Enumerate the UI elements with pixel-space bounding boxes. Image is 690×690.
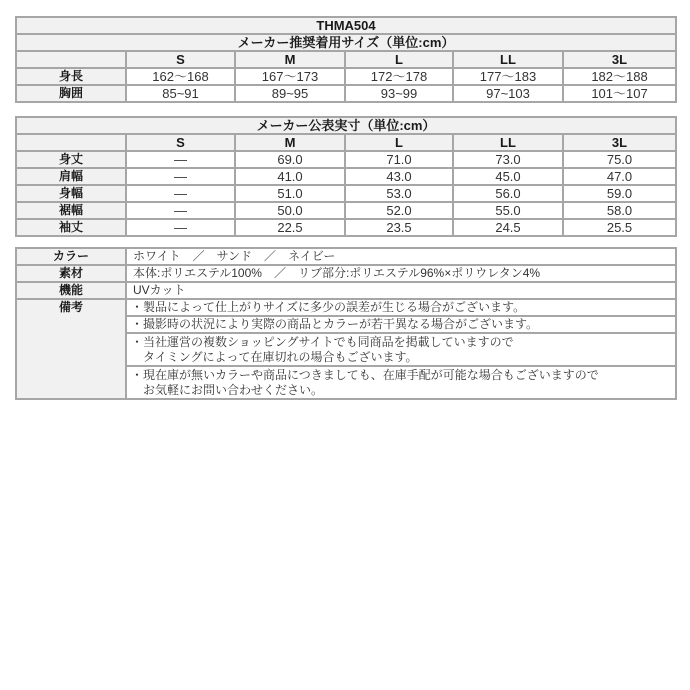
size-header: L <box>345 51 453 68</box>
table-cell: 52.0 <box>345 202 453 219</box>
function-value: UVカット <box>126 282 676 299</box>
row-label: 裾幅 <box>16 202 126 219</box>
table-cell: 47.0 <box>563 168 676 185</box>
table-cell: 56.0 <box>453 185 563 202</box>
note-item <box>126 366 676 399</box>
size-header-row <box>16 51 676 68</box>
product-code: THMA504 <box>16 17 676 34</box>
size-header: S <box>126 51 235 68</box>
table-row <box>16 168 676 185</box>
table-cell: 73.0 <box>453 151 563 168</box>
table-cell: — <box>126 202 235 219</box>
table-cell: 23.5 <box>345 219 453 236</box>
size-header-row <box>16 134 676 151</box>
row-label: カラー <box>16 248 126 265</box>
row-label: 素材 <box>16 265 126 282</box>
note-line: ・撮影時の状況により実際の商品とカラーが若干異なる場合がございます。 <box>131 317 539 331</box>
row-label: 袖丈 <box>16 219 126 236</box>
table-cell: 93~99 <box>345 85 453 102</box>
info-row-note <box>16 299 676 316</box>
note-item <box>126 299 676 316</box>
table-cell: 43.0 <box>345 168 453 185</box>
table-cell: 25.5 <box>563 219 676 236</box>
info-row-color <box>16 248 676 265</box>
info-row-material <box>16 265 676 282</box>
note-line: ・現在庫が無いカラーや商品につきましても、在庫手配が可能な場合もございますので <box>131 367 599 382</box>
table-cell: 59.0 <box>563 185 676 202</box>
size-header: LL <box>453 51 563 68</box>
table-row <box>16 202 676 219</box>
table-row <box>16 85 676 102</box>
size-header: S <box>126 134 235 151</box>
info-row-function <box>16 282 676 299</box>
measurement-title: メーカー公表実寸（単位:cm） <box>16 117 676 134</box>
blank-header-cell <box>16 134 126 151</box>
table-cell: 50.0 <box>235 202 345 219</box>
table-row <box>16 219 676 236</box>
table-row <box>16 68 676 85</box>
blank-header-cell <box>16 51 126 68</box>
notes-label: 備考 <box>16 299 126 399</box>
table-cell: 45.0 <box>453 168 563 185</box>
table-cell: — <box>126 168 235 185</box>
size-header: L <box>345 134 453 151</box>
row-label: 身丈 <box>16 151 126 168</box>
table-cell: — <box>126 219 235 236</box>
size-header: M <box>235 134 345 151</box>
note-item <box>126 316 676 333</box>
recommended-size-title: メーカー推奨着用サイズ（単位:cm） <box>16 34 676 51</box>
table-cell: 182～188 <box>563 68 676 85</box>
row-label: 機能 <box>16 282 126 299</box>
note-line: タイミングによって在庫切れの場合もございます。 <box>131 349 418 364</box>
table-cell: 41.0 <box>235 168 345 185</box>
table-cell: 58.0 <box>563 202 676 219</box>
note-line: ・当社運営の複数ショッピングサイトでも同商品を掲載していますので <box>131 334 514 349</box>
table-cell: 55.0 <box>453 202 563 219</box>
table-cell: 85~91 <box>126 85 235 102</box>
size-header: 3L <box>563 134 676 151</box>
color-value: ホワイト ／ サンド ／ ネイビー <box>126 248 676 265</box>
material-value: 本体:ポリエステル100% ／ リブ部分:ポリエステル96%×ポリウレタン4% <box>126 265 676 282</box>
table-cell: 71.0 <box>345 151 453 168</box>
table-cell: 167～173 <box>235 68 345 85</box>
measurement-table <box>15 116 677 237</box>
table-cell: — <box>126 185 235 202</box>
size-header: M <box>235 51 345 68</box>
row-label: 身長 <box>16 68 126 85</box>
note-item <box>126 333 676 366</box>
row-label: 胸囲 <box>16 85 126 102</box>
table-cell: 101～107 <box>563 85 676 102</box>
table-cell: 89~95 <box>235 85 345 102</box>
product-info-table <box>15 247 677 400</box>
table-cell: 172～178 <box>345 68 453 85</box>
table-cell: 162～168 <box>126 68 235 85</box>
size-header: 3L <box>563 51 676 68</box>
table-cell: 69.0 <box>235 151 345 168</box>
note-line: お気軽にお問い合わせください。 <box>131 382 324 397</box>
table-cell: 177～183 <box>453 68 563 85</box>
table-cell: 53.0 <box>345 185 453 202</box>
row-label: 身幅 <box>16 185 126 202</box>
table-cell: 24.5 <box>453 219 563 236</box>
table-cell: 51.0 <box>235 185 345 202</box>
table-cell: 97~103 <box>453 85 563 102</box>
recommended-size-table <box>15 16 677 103</box>
table-row <box>16 151 676 168</box>
table-cell: 22.5 <box>235 219 345 236</box>
row-label: 肩幅 <box>16 168 126 185</box>
table-cell: — <box>126 151 235 168</box>
note-line: ・製品によって仕上がりサイズに多少の誤差が生じる場合がございます。 <box>131 300 526 314</box>
table-cell: 75.0 <box>563 151 676 168</box>
table-row <box>16 185 676 202</box>
size-header: LL <box>453 134 563 151</box>
